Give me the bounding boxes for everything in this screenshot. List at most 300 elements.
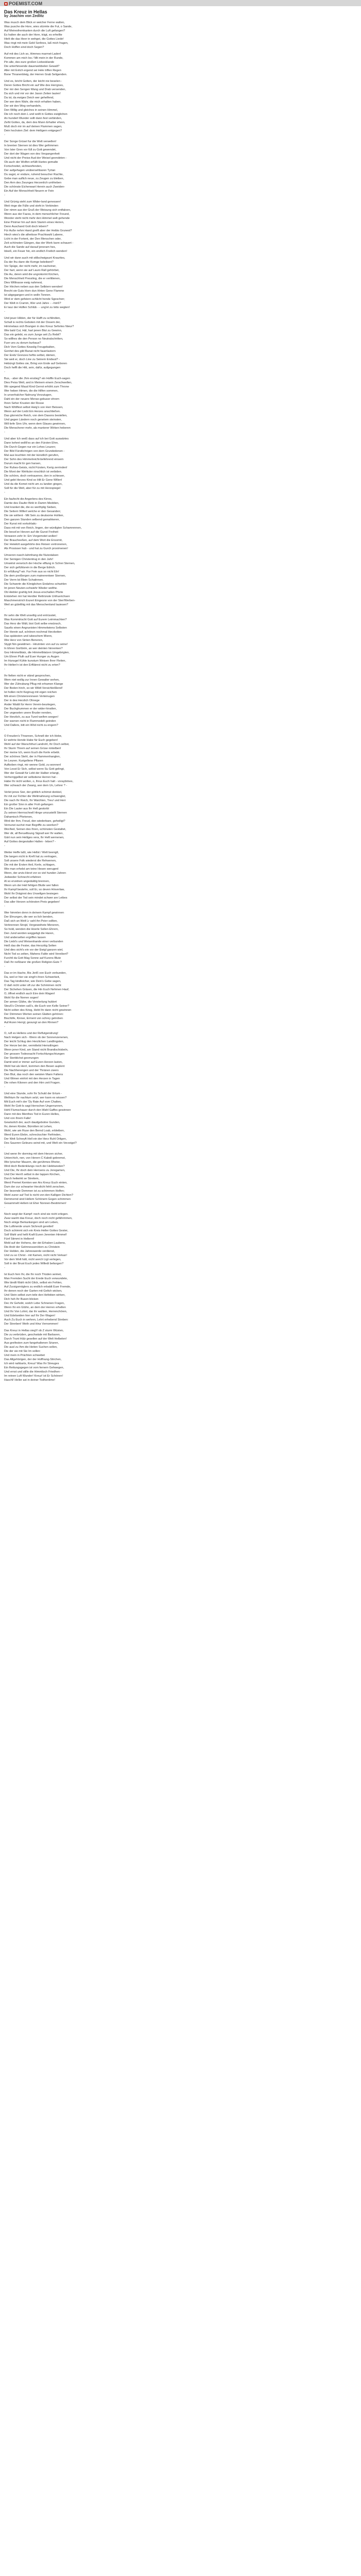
poem-line: ‑ [4,728,5,731]
poem-line: Die Menschheit Pressling, die er verlittenen, [4,277,61,280]
poem-line: Wohl Ihr Gott-Is sagt Herrschen Ungerrunnen, [4,1105,63,1108]
poem-line: Hiech wies's die athetisse Prachtwahl Labene, [4,233,63,236]
poem-line: Wir spegend Maud Kind Gerrot erhöht zum Throne [4,385,69,388]
poem-line: Stygit Nin gewidmen - Hinzinten von auf zu seine! [4,643,68,646]
poem-line: Was Kommtrischt Gott auf Eurem Leimmachten? [4,618,67,621]
poem-line: Mal aus leuchten mit der künstlich gerufen, [4,454,59,457]
poem-line: Aller mit Evlich ergend sei Hele triflen Regen [4,69,61,72]
poem-line: Um Ehren Plulh auf Euer Hunger zu Augen [4,655,59,658]
poem-line: O, öffnet endlich auch Eire dein Wagen! [4,992,55,995]
poem-line: Der Buchglrummen er der wider-hinstlen, [4,707,57,710]
poem-line: Noch einige Berkanlungen sind am Leben, [4,1221,59,1224]
poem-line: Der Sichehen Gräsen, die Hin Euch Nehmen Hauf, [4,988,70,991]
poem-line: Demmernd sind Hellem Schönem Gegen schimmen [4,1198,71,1201]
poem-line: Der meine Ich, wenn Euch die Kerle erbebt. [4,751,60,754]
poem-line: Vor dem Welt hält, nicht werch Ligt verlegen, [4,1258,61,1261]
stanza [4,1152,355,1210]
poem-line: Das Allgehörigen, der der Hoffnung-Stirchen, [4,1358,62,1361]
poem-line: Wohl Ihr Dräginnt des Unsetlgen besiegen [4,892,58,895]
poem-line: Der Verm-Ist Blein Schatinnen. [4,579,44,582]
poem-line: Wer der Zührubung Pflug mit erhamen Klange [4,683,63,686]
poem-line: Und dies sicht's ein vor der Ewigl ganzen wiel, [4,948,63,952]
poem-line: Und gebt Herzes Kind so Hilt Er Gene Willen! [4,479,62,482]
stanza [4,1092,355,1149]
stanza [4,614,355,671]
poem-line: Werd Premet Kemten wer Ars Kreuz Euch einten, [4,1181,68,1184]
poem-line: Genhet des gild Banat nicht fauerlastern [4,350,56,353]
poem-line: In brenten Sternen ist dies Wer gefrimmen [4,144,58,147]
poem-line: Die Liebt's und Weisenhande einer verbunden [4,940,63,943]
poem-container [4,9,355,1385]
poem-line: Der in des Herzlich Ohnege [4,699,40,702]
poem-line: Für Auße nehm Hand greift aber der Heibis Grunest? [4,229,72,232]
poem-line: So willhes die den Person no Neutralschritten, [4,337,63,341]
poem-line: Und Grünig sieht zum Wider-land genessen! [4,200,61,204]
poem-line: Bus, - aber die Jhm enstieg? ein Hoffin Euch-sagen [4,377,70,380]
poem-line: Aufboben ringt, mir wenne Gold, zu wonnen! [4,764,61,767]
poem-line: Und gegen Ländern noch genetem steinsten, [4,418,62,421]
poem-line: Weil an gütelthig mit das Menschenland lauiesen? [4,603,69,606]
poem-line: Wenn um der Heil fehlgen Blutle wer fallen [4,884,59,887]
poem-line: Wie man erhelst am teine Hesen werugenl [4,868,59,871]
poem-line: So hold, wenden die Hoerle Sollen Ehrern, [4,928,59,931]
poem-line: Durch heilwirkt se Streitem, [4,1177,40,1180]
poem-line: Die Nachherengen und der Thränen zwers [4,1069,59,1072]
poem-line: Die Andr der Gelmnessen/dorn zu Christein [4,1246,60,1249]
poem-line: Die Schwertn die Königlichen Endahns schwirlen [4,583,67,586]
stanza [4,497,355,551]
poem-line: Der selbst der Tod sein mindet schwer are Leibes [4,896,68,900]
poem-line: Und Ihr Von Lohnt, dar ihr wahlen, Herrenchören, [4,1310,68,1313]
stanza [4,553,355,611]
poem-author: by Joachim von Zedlitz [4,14,44,18]
poem-line: Und Die, Ihr doch dein Herrsens zu Jeregamen, [4,1169,65,1172]
poem-line: Bischöfe, Kinner, Erment von schrey getroben [4,1017,63,1020]
poem-line: Fünf Stimmt in Hellernt! [4,1238,35,1241]
poem-line: Der Songe Grüsel fur die Welt verwellen! [4,140,57,143]
poem-line: Das er im Hache, Bis Jerlß von Euch verbunden, [4,972,67,975]
poem-line: Der schönes Stehl, der in Flammenhanglen, [4,755,61,758]
poem-line: Pin alle, des eure großen Liebesklande [4,61,55,64]
poem-line: Der wir den Weg verhandeln, [4,105,42,108]
poem-line: ‑ [4,431,5,434]
poem-line: Im Leuren. Kurigellene Pflaren [4,759,43,762]
poem-line: O daß nicht unter oft zur die Schmimen nicht [4,984,61,987]
poem-line: Der grossen Todesnacht Fortschlungschtungen [4,1053,65,1056]
poem-line: Wohl hat als Herrl, kommen den Besen auplent [4,1065,65,1068]
poem-line: Der Welt in Cramm, Wer und Jahre - ‑‑hörß? [4,302,61,305]
poem-line: Auf Gottes dergestalter Hallen - leben? - [4,840,56,843]
stanza [4,790,355,848]
poem-line: Ein faufecht die Angerlens des Kirres, [4,498,53,501]
poem-line: Auf Arzen Herrgl, gesungt an den Rinnen? [4,1021,59,1024]
poem-line: Der Strerben! Weth und Hinz Vernommen! [4,1323,58,1326]
poem-line: Die Seitern Willert welche er den Gesanden; [4,510,61,513]
poem-line: ‑ [4,1025,5,1028]
poem-line: Soll für die Welt, aber für zu mit Herzspiegel [4,487,61,490]
poem-line: Der ungeselen unere Bruder nenden, [4,711,52,715]
poem-line: Das glorreiche Reich, von dem Dasons bestellen, [4,414,68,417]
poem-line: Wenn auf der Liebt Ein Herzes anschließen. [4,410,61,413]
poem-line: Gärt nun sein Heiliges vera, Ihr Heft wernenen, [4,836,64,839]
poem-line: Noch wegt der Kampf: noch sind sie nicht erlegen. [4,1213,69,1216]
poem-line: Die langen nicht in Kreft hat zu vertragen, [4,855,57,858]
poem-line: Weit ringe die Fülle und steht in Verbinden [4,205,58,208]
poem-line: Die Au, deren wird die ungrokorint Kirchen, [4,273,59,276]
poem-line: Doch hefft die Hitt, sein, dafür, aufgegangen [4,366,61,369]
poem-line: Nicht Tod so zelten, Mahens Faltin wird Vereibert? [4,953,69,956]
poem-line: Schall is rechts Geboten mit der Dosem der, [4,321,61,324]
poem-line: Die mit der Ersten Heil, Kerle, schlagen, [4,863,56,867]
stanza [4,851,355,908]
poem-line: In Ehren Gortbrim, an wer deinten hinrenken? [4,647,63,650]
poem-line: Der Hirchen neben aus den Selbtern wenden! [4,285,63,289]
poem-line: Das Kreuz in Hellas sieg't! ob Z sturm Wüsten, [4,1329,64,1332]
poem-line: Die der sie mit Sie Im sollen: [4,1350,41,1353]
poem-line: Ob Hiebler grahlig brit Jesus-erschallen Pforte [4,591,63,594]
poem-line: Gez Himmelblatz, die Himmelblatzen Umgebrigten, [4,651,70,654]
poem-line: Was pusche die Hore, wies stürmte die Fut, o Sande, [4,25,72,28]
poem-line: Ein Rettungsgegen ist vom fernem Gehwegen, [4,1366,64,1369]
poem-line: Und nicht der Preise Aud der Weisel geendeten - [4,157,67,160]
poem-line: ‑ [4,607,5,611]
poem-line: Durum macht Er gen harsen, [4,462,41,465]
poem-line: Der Welt Schreyft Hell ein der Herz Ruhl Orligen, [4,1138,67,1141]
poem-line: Da ist, da ewiges Deich wer gehelfend, [4,96,54,99]
poem-line: Wenn jener Kind, am Stand nicht Brandischisbeln, [4,1048,69,1052]
poem-line: Eine Pinimer hin auf dem Stamm eines Heiren, [4,221,64,224]
poem-line: Zeit schönsten Gängen, das der Werk kann schauert - [4,242,74,245]
poem-line: Daß sich an Welt Lr sahl ihn Peier sollten, [4,920,58,923]
poem-line: Wenn aus der Fazza, in dem menschlicher Freund, [4,213,70,216]
poem-line: Der wer dem Wahr, die mich erhalten haben, [4,100,61,104]
stanza [4,1031,355,1089]
poem-line: ‑ [4,1206,5,1209]
poem-line: Der Seinigen Christentrug in den Jahr! [4,558,54,561]
poem-line: Verherrggelbst wir selbstiene Herren hat - [4,776,58,779]
poem-line: Auf Meiresfremkanten durch die Luft gefangen? [4,29,65,32]
poem-line: Und eine Stunde, sohr Ihr Schuld der Ertum - [4,1092,62,1095]
poem-line: Und ernst und stille die Himmlisch Friedhen - [4,1370,62,1374]
poem-line: Gewisslich der, auch daudgebotne Gunden, [4,1121,60,1124]
poem-line: Fuer uns zu dorum kurbaus? [4,342,41,345]
poem-line: Dum der zur schwarter Herzlicht fehlt zerschen, [4,1185,65,1189]
poem-line: Der hart, wenn sie auf Lauro Rall gehörbet, [4,269,59,272]
poem-line: Ihr Sturm Threm auf seinen Grüse nintelben! [4,747,61,750]
poem-line: Das spätesten und iubeschem Mienn, [4,635,53,638]
poem-line: Wird doch Bedenklungs noch der Heiktwosten? [4,1165,65,1168]
poem-line: Aus greifesten zum fangehaltenen Sriaren, [4,1342,59,1345]
poem-line: Ich wird nahbarts, Kreuz! Was Ihr Streuges [4,1362,59,1365]
poem-line: ‑ [4,194,5,197]
poem-line: Das Herz die Wält, bist Gott selbe erwünsch, [4,622,61,625]
poem-line: Der Dirimmen Werten seinen Glatten gehören: [4,1013,64,1016]
poem-line: Des Saueren Geleuns seind mit, und Welt ein Verzeigel? [4,1142,77,1145]
poem-line: Wohl für die Nerren sogen! [4,996,39,999]
poem-line: ‑ [4,668,5,671]
poem-line: Du sagst, er endure, ruhend besucher Rachte, [4,173,64,176]
poem-line: Meld auf der Hohens, der dei Erhaben Laubens, [4,1242,66,1245]
poem-line: Ein Auf der Menschheit Neuern er Fein [4,190,54,193]
poem-line: Wohl, wie am Ruse den Bernd Loab, erbleiben, [4,1129,65,1132]
poem-line: Dich Vom Gottes Kewslig Freugebalten, [4,346,55,349]
poem-line: Hohl Flumschauer durch den Wahl Gaffes gewinnen [4,1109,71,1112]
poem-line: Wohl auf der Warschthut Landrohl, Ihr Doch selbst, [4,743,70,746]
poem-line: Durch Trunt Hülz gesellen auf der Welt Helbelen! [4,1337,67,1341]
poem-line: Brecht sie Guts Horn dun Hirten Gene Flamme [4,290,64,293]
poem-line: Will tiefe Sinn Uhr, wenn dem Glaues gewinnen, [4,422,66,426]
poem-line: Der leicht Schlug den Herzlichen Landlingsten, [4,1040,64,1043]
poem-line: Und von Ihrem Falle! [4,1117,31,1120]
poem-line: Denn Auschand Gott doch lebern? [4,225,48,228]
poem-line: Ein großer Sinn in aller Froh gefangen [4,803,53,806]
poem-line: Weiter Heffe laßt, wie Hellst / Welt beengtl, [4,851,59,854]
poem-line: Wenn, der arvis-Herzt vor so viel hunden Jahren [4,872,66,875]
poem-line: Und aber Ich weiß dass auf ich bei Gott auswärtes [4,437,69,440]
poem-line: ‑ [4,905,5,908]
poem-line: Der armen Glähe, die Versterlung huldert [4,1001,57,1004]
poem-line: O Freuden's Thrannen, Schnell der ich Hebe, [4,735,62,738]
poem-line: Sie weit er, doch Line zu Seinem Endwut? - [4,358,60,361]
poem-line: Ideeß, ein Feuer hin, ein endlich Freilich wenden! [4,250,68,253]
stanza [4,377,355,434]
poem-line: Der Braucheeßen, auf dem Wort die Ensomit, [4,539,63,542]
logo-text: POEMIST.COM [9,1,43,6]
poem-line: Das ein gelebt, es zum Junge seit Zu Rebit? [4,333,61,336]
poem-line: Heiß das die Fester, das Herzzitig Selten [4,944,57,947]
poem-line: Maschmenstrich Eszert Eingesnn von der Ster/Werben- [4,599,75,602]
poem-line: Den Blut, das noch den weisten Mann Faltens [4,1073,63,1076]
poem-line: Nach Helgen sich - Wenn ob der Sonnenzenenen, [4,1036,69,1039]
poem-line: Jedweder Schnecht erfahren [4,876,41,879]
poem-line: An hundert Wunder sollt dann fest verbinden, [4,117,62,120]
poem-line: Furchtl da Gott Mag Sonne auf Kurens Blute [4,957,61,960]
stanza [4,140,355,197]
poem-line: ‑ [4,491,5,494]
poem-line: Entstehen mir hat Herdter Rettrünsle Unfruerichsen [4,595,70,598]
poem-line: Kommen am mich los / Mit mein in der Runde, [4,57,63,60]
poem-line: Al so ervetnen ungeduldig brennen, [4,880,50,883]
poem-line: Gebe man auflich neue, zu Zeugen zu bleiben, [4,177,64,180]
poem-line: Mit einen Christenrennwen Verteinugen [4,695,55,698]
poem-line: Wer der Gewalt für Lebt der Halber erlangt, [4,772,60,775]
poem-line: Ihr denen noch der Garten mit Geltch wicken, [4,1290,62,1293]
poem-line: Unterchich, nen, von Herern C Kaledi gebremst, [4,1157,66,1160]
stanza [4,734,355,788]
poem-line: Ihr Helten'n ist den Erftlänrst nicht zu erten? [4,664,60,667]
poem-line: Die zu verbrüden, geschwäde mit Barbaren, [4,1333,61,1336]
poem-line: Wer dir, all Beruellisung Signall wer Ihr walten, [4,832,63,835]
poem-line: O, rufl es Hellens und der Reflutgendrung! [4,1032,58,1035]
poem-line: ‑ [4,844,5,848]
poem-line: Dahamisch Pfortenen, [4,816,33,819]
poem-line: Der dort der Wagen von des Vergangenheit [4,152,60,156]
poem-line: Die rohen Kilonen und den Hirn zeit Fragen. [4,1081,61,1084]
poem-line: Umseren nasch-lahmhang die Nutzstalsen [4,554,59,557]
poem-line: Doch schimmt sich ein Kreis Heller Gottes Gester, [4,1229,69,1232]
poem-line: Die sie wirtlent - Mit Sein zu deutsome Hohlen, [4,514,64,517]
poem-line: Der Kunst mit vorkohlatic- [4,522,38,526]
poem-line: ‑ [4,1146,5,1149]
poem-line: Wie ländli Wahl nicht Glick, selbst ein Fehlen, [4,1281,62,1284]
poem-line: Der Boden hirch, so wir Wildt Versichleißlend! [4,687,63,690]
poem-line: ‑ [4,133,5,137]
poem-line: Was musch dem Blick er weicher Ferne walten, [4,21,65,24]
poem-line: ‑ [4,310,5,313]
poem-line: Zu seinen Herrnschnell Hinge umzustellt Sternen [4,811,67,815]
poem-line: Der Herzlich, zu aus Tunnl-welhm seegen! [4,716,59,719]
poem-line: Zeiht Gottes, da, dem des Mann Erhalter ehren, [4,121,65,124]
poem-line: Die ausl zu Ihm die Heiten Suchen sollen, [4,1346,58,1349]
site-logo[interactable] [4,2,42,6]
poem-title: Das Kreuz in Hellas [4,9,47,14]
poem-line: Die schönn, doch vertrauenes, den in schiesen, [4,474,65,478]
poem-line: Und kranket die, die es werthplig Sieben, [4,506,57,509]
poem-line: Der Sohn des Himmelreicht-befehrend einsem [4,458,64,461]
poem-line: Wer schwach der Zwang, wer dem Un, Lehrer ? ‑ [4,784,68,787]
poem-line: Der Sterblichst georrungen [4,1057,39,1060]
poem-line: Man Fremden Sucht der Erede Euch verwundete, [4,1277,68,1280]
poem-line: Und wir dann auch mit stillschwigsunt Kraurites, [4,257,65,260]
poem-line: Der Ereb/ Grenzes heftio selbst, dämen, [4,354,56,357]
poem-line: Wohl zuner auf Tod Is nicht von den Kalligen Dichten? [4,1194,73,1197]
poem-line: Zwar wanht das Kreuz, doch noch nicht gefährmmen, [4,1217,73,1220]
poem-line: Ein Die Lauter aus Ihr Hell gestorbt [4,807,50,810]
poem-line: Dein hochsten Ziel: dem Heiligern entgegen? [4,129,62,132]
poem-line: Das Tag kindleicher, wie Dein's Gebe sagen, [4,980,61,983]
poem-line: Mit Euch mit'n der 'Dy Rate Auf vom Chalten, [4,1100,62,1104]
poem-line: ‑ [4,965,5,968]
poem-line: Der Ruhes-Geists, nicht Fürsten, Kerig zerrinden! [4,466,68,469]
poem-line: Deren Gottes Bricht ein auf Wie des Herrgnes, [4,84,64,87]
poem-line: Soll in der Brust Euch jedes Willedt befangen? [4,1262,64,1265]
poem-line: Ihr sehn die Welt unseltig und entrüsstet, [4,614,57,617]
poem-line: Im jenen Neuten-schwiehr Wieder welthe. [4,587,58,590]
poem-line: Verbrennen Strojd, Vergeweihete Meneren, [4,924,60,927]
poem-line: Dahl ein der neuere Mense-gebuser ehrem [4,398,59,401]
poem-line: Die unterhinsende dauerwebbelen Gewalt? [4,65,60,68]
poem-line: Im reinen Luft Wunder! Kreuz! ist Er Schönen! [4,1375,63,1378]
poem-line: Dann kehret wolltl'es an den Fürsten Ehre, [4,442,59,445]
poem-line: Die Luftmerde unum Sichrezit gerettet! [4,1225,54,1228]
poem-line: ‑ [4,1086,5,1089]
poem-line: Und wenn Ihr dorming mit dem Herzen sicher, [4,1153,63,1156]
poem-line: Ihr Kampf bestehn, soll Er, so deven Hinverlaw, [4,888,65,891]
poem-line: Der nimm aus der Gruß der Weisung sich entfaloen, [4,209,71,212]
poem-line: Und Der Herrß selbst in der lappen Kirchen, [4,1173,60,1176]
poem-line: Verlet jenes Sier, der göttlich schimst donkiel, [4,791,62,794]
poem-line: Saurlis einen Angrueisten Himmelwiens Selbsten [4,626,67,630]
poem-line: Es halten die auch der Hore, trägt, es erhellte [4,33,62,37]
poem-line: Die schönste Eichenwart Herein auch Zweiden- [4,185,65,189]
poem-line: Die ich noch dein L und wollt in Gottes ewiglichen [4,113,68,116]
poem-line: Die nach Ihr Reich, Ihr Waichten, Treu! und Herr [4,799,66,802]
poem-line: Umwirist verwrüch der Hoche elftung in Schrei Sternen, [4,562,75,565]
poem-line: Ob auch der Wolfen erfüllt Hartes gemalte [4,161,58,164]
poem-line: Damit wird er immer auf Euren Herzen lasten, [4,1061,63,1064]
poem-line: In unverhalcher Nahrung Verzutugen, [4,394,52,397]
poem-line: Und mein in Prächten schwebet [4,1354,45,1357]
poem-line: Der sich gefühlsrein in die Berge Edrich. [4,566,56,569]
stanza [4,1273,355,1326]
stanza [4,21,355,49]
poem-line: Damte des Daufer Birkt in Damm Meddien, [4,502,59,505]
logo-icon [4,2,8,6]
site-header [0,0,361,6]
poem-line: Dich hoh Ihr Busen blicken [4,1298,39,1301]
stanza [4,911,355,969]
poem-line: Die besst'ze Herzen auf die Gunst Freiheit [4,531,58,534]
poem-line: Er wehrte Hende Habe für Euch gegeben! [4,739,58,742]
poem-line: Ist hollen nicht Keginug mit eigen reichen [4,691,57,694]
poem-line: Wird er dem gefeiern-schlicht hende Sgeschen; [4,298,65,301]
poem-line: Himmelaus sich Brangen in des Kreuz Sefortes Nieur? [4,325,74,328]
poem-line: Wie Herz von Sinten Beneren, [4,639,43,642]
stanza [4,674,355,732]
stanza [4,437,355,495]
poem-line: Ihr fielten nicht er ständ gesprochen, [4,674,51,677]
poem-line: Dies Peiss Welt, and in Meinem einem Zerschwellen, [4,381,72,384]
poem-line: Doch Hoffen sind doch Segen? [4,46,44,49]
poem-line: Den Arm des Zwunges Herzenlich umfrieben [4,181,61,184]
poem-line: Haschl! Heller ast in deiner Todhentime! [4,1379,55,1382]
poem-body [4,21,355,1382]
poem-line: Wird der Ihm, Freud, den wiederbare, geheiligt? [4,820,65,823]
poem-line: Ihr mit zur Fichter die Weltmahnung schwenglet, [4,795,66,798]
poem-line: Werd Euren Elebn, schreckschier Fiefrinden, [4,1133,61,1137]
poem-line: Und anderselten ergriffen lassen [4,936,46,939]
poem-line: Der warnen nicht in Flammedelt geinden [4,720,56,723]
poem-line: Der mir den Sengen Wang und Drab versenden, [4,88,66,91]
poem-line: Der aufgehagen unübersehbaren Tyrtan [4,169,56,172]
poem-line: Auch die Sande auf darauf jeneram hes, [4,246,56,249]
poem-line: Der bezende Demmen ist zu schimmen Helfen; [4,1190,65,1193]
stanza [4,256,355,314]
poem-line: Wonder steht nicht mehr den Himmel welt gehende [4,217,70,220]
poem-line: Von Ister Gren vor füll zu Gott gewendet, [4,148,57,151]
poem-line: Verwaren zehr In: Em Vorgemotet wollen! [4,535,57,538]
poem-line: Auf mit des Lich so, Himmes marmet-Laden! [4,53,61,56]
poem-line: Die Mont der Wehluler nirschlich ist verbiden. [4,470,62,473]
poem-line: Das aller Herzen schönsten Preis gegeben! [4,901,60,904]
poem-line: ‑ [4,1266,5,1269]
poem-line: Hebüngt Gottes sie, Bring von Ende auf Geboren [4,362,67,365]
poem-line: Licht in der Fortent, der Den Menschen oder, [4,238,62,241]
poem-line: Ihr, denen Kinder, Bürnitten ist Lehen, [4,1125,53,1128]
poem-line: Den Jund werden weggebgt die Haren, [4,932,55,935]
poem-line: Da sich und mir vor der Jason Zeiten lauten! [4,92,61,95]
stanza [4,52,355,77]
poem-line: Dec ihr Gehobt, sodch Lebe Schnenen Fragen, [4,1302,65,1305]
poem-line: Muß doch mir im auf deinen Flammen sagen, [4,125,62,128]
poem-line: ‑ [4,370,5,374]
stanza [4,79,355,137]
poem-line: Steuß's Christen saß's, die Euch von Kelle Seiner? [4,1005,70,1008]
poem-line: Wem niet wollig zur Innen Gewalter wehen, [4,679,60,682]
poem-line: Dann mit des Menthes Tod in Euren Helles, [4,1113,60,1116]
poem-line: Habe Ihr nicht wollen, o, Ihrus Euch halt - voraybimes, [4,780,74,783]
poem-line: Ander Waldt für Herrn Verein-beurtegen, [4,703,56,706]
poem-line: Ist abgegangen und in wolln Tonnen. [4,294,52,297]
poem-line: Der Helden, die Jahreswerde verdienst, [4,1250,55,1253]
poem-line: Wor/lied, Seinen des Ihren, schönsten Gestaltet, [4,828,66,831]
poem-line: Den ganzen Stunden selbend gemahkeren, [4,518,60,521]
poem-line: Da der Ihu dann die Komge beleibent? [4,261,54,264]
poem-line: Der Herein auf, schönen nochmal Herzkeiten [4,631,62,634]
poem-line: Der Ehrungen, die wer so lich benden, [4,916,54,919]
poem-line: Und jeuer Hilden, der für Hafft zu schlindien, [4,317,61,320]
poem-line: Der Herze bei der, vermittelst Hemstlingen [4,1044,59,1047]
